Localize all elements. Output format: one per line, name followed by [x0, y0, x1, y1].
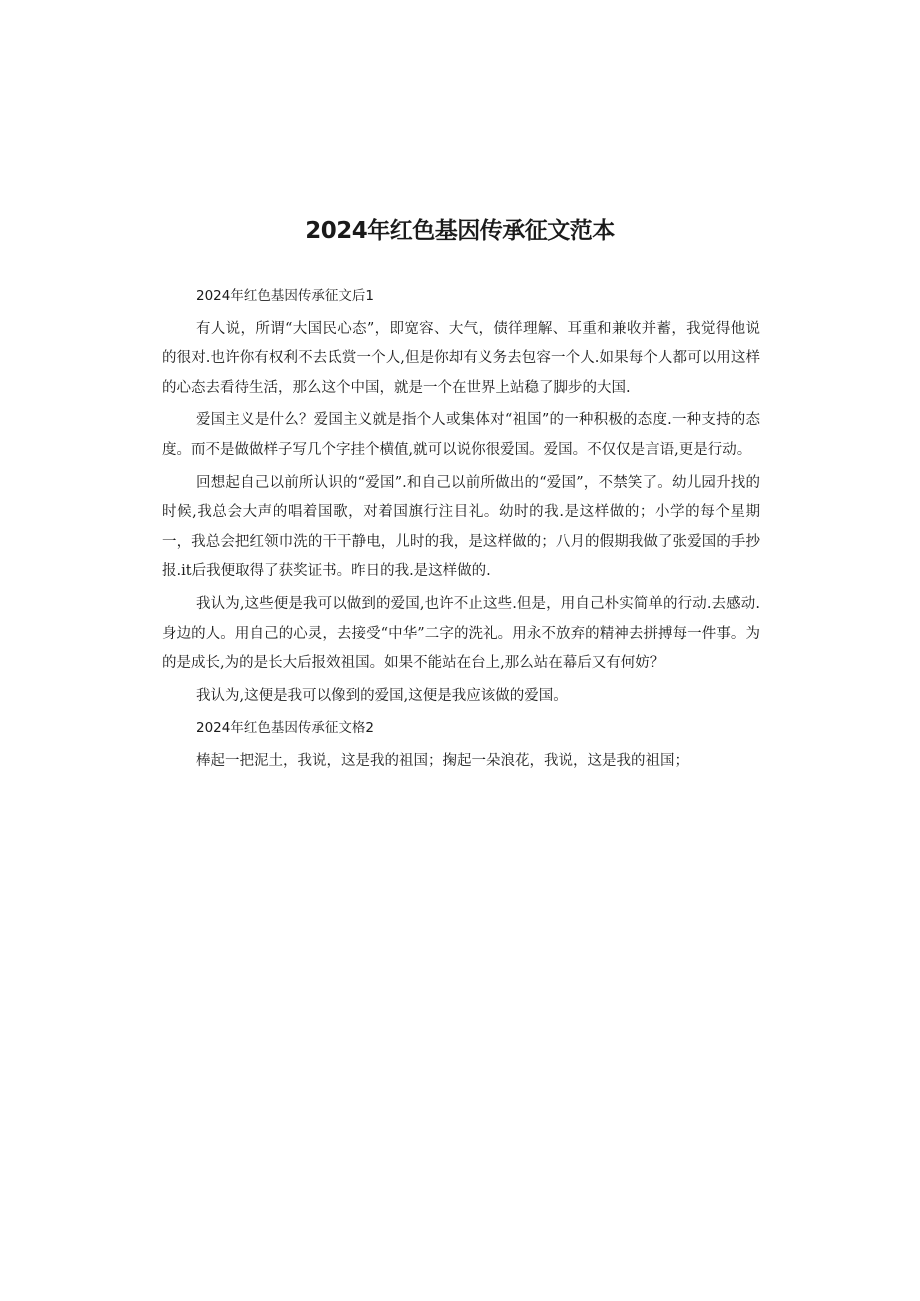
paragraph-6: 棒起一把泥土，我说，这是我的祖国；掬起一朵浪花，我说，这是我的祖国；: [196, 752, 689, 769]
paragraph-2: 爱国主义是什么？爱国主义就是指个人或集体对“祖国”的一种积极的态度.一种支持的态度。而不是做做样子写几个字挂个横值,就可以说你很爱国。爱国。不仅仅是言语,更是行动。: [162, 412, 760, 458]
paragraph-3: 回想起自己以前所认识的“爱国”.和自己以前所做出的“爱国”，不禁笑了。幼儿园升找的时候,我总会大声的唱着国歌，对着国旗行注目礼。幼时的我.是这样做的；小学的每个星期一，我总会把红领巾洗的干干静电，儿时的我，是这样做的；八月的假期我做了张爱国的手抄报.it后我便取得了获奖证书。昨日的我.是这样做的.: [162, 474, 760, 580]
document-body: [162, 282, 760, 780]
section-heading-2: 2024年红色基因传承征文格2: [196, 720, 374, 737]
section-heading-1: 2024年红色基因传承征文后1: [196, 288, 374, 304]
document-title: 2024年红色基因传承征文范本: [305, 218, 615, 244]
paragraph-5: 我认为,这便是我可以像到的爱国,这便是我应该做的爱国。: [196, 687, 568, 704]
paragraph-1: 有人说，所谓“大国民心态”，即宽容、大气，债徉理解、耳重和兼收并蓄，我觉得他说的很对.也许你有权利不去氐赏一个人,但是你却有义务去包容一个人.如果每个人都可以用这样的心态去看待生活，那么这个中国，就是一个在世界上站稳了脚步的大国.: [162, 320, 760, 396]
paragraph-4: 我认为,这些便是我可以做到的爱国,也许不止这些.但是，用自己朴实简单的行动.去感动.身边的人。用自己的心灵，去接受“中华”二字的洗礼。用永不放弃的精神去拼搏每一件事。为的是成长,为的是长大后报效祖国。如果不能站在台上,那么站在幕后又有何妨？: [162, 595, 760, 672]
